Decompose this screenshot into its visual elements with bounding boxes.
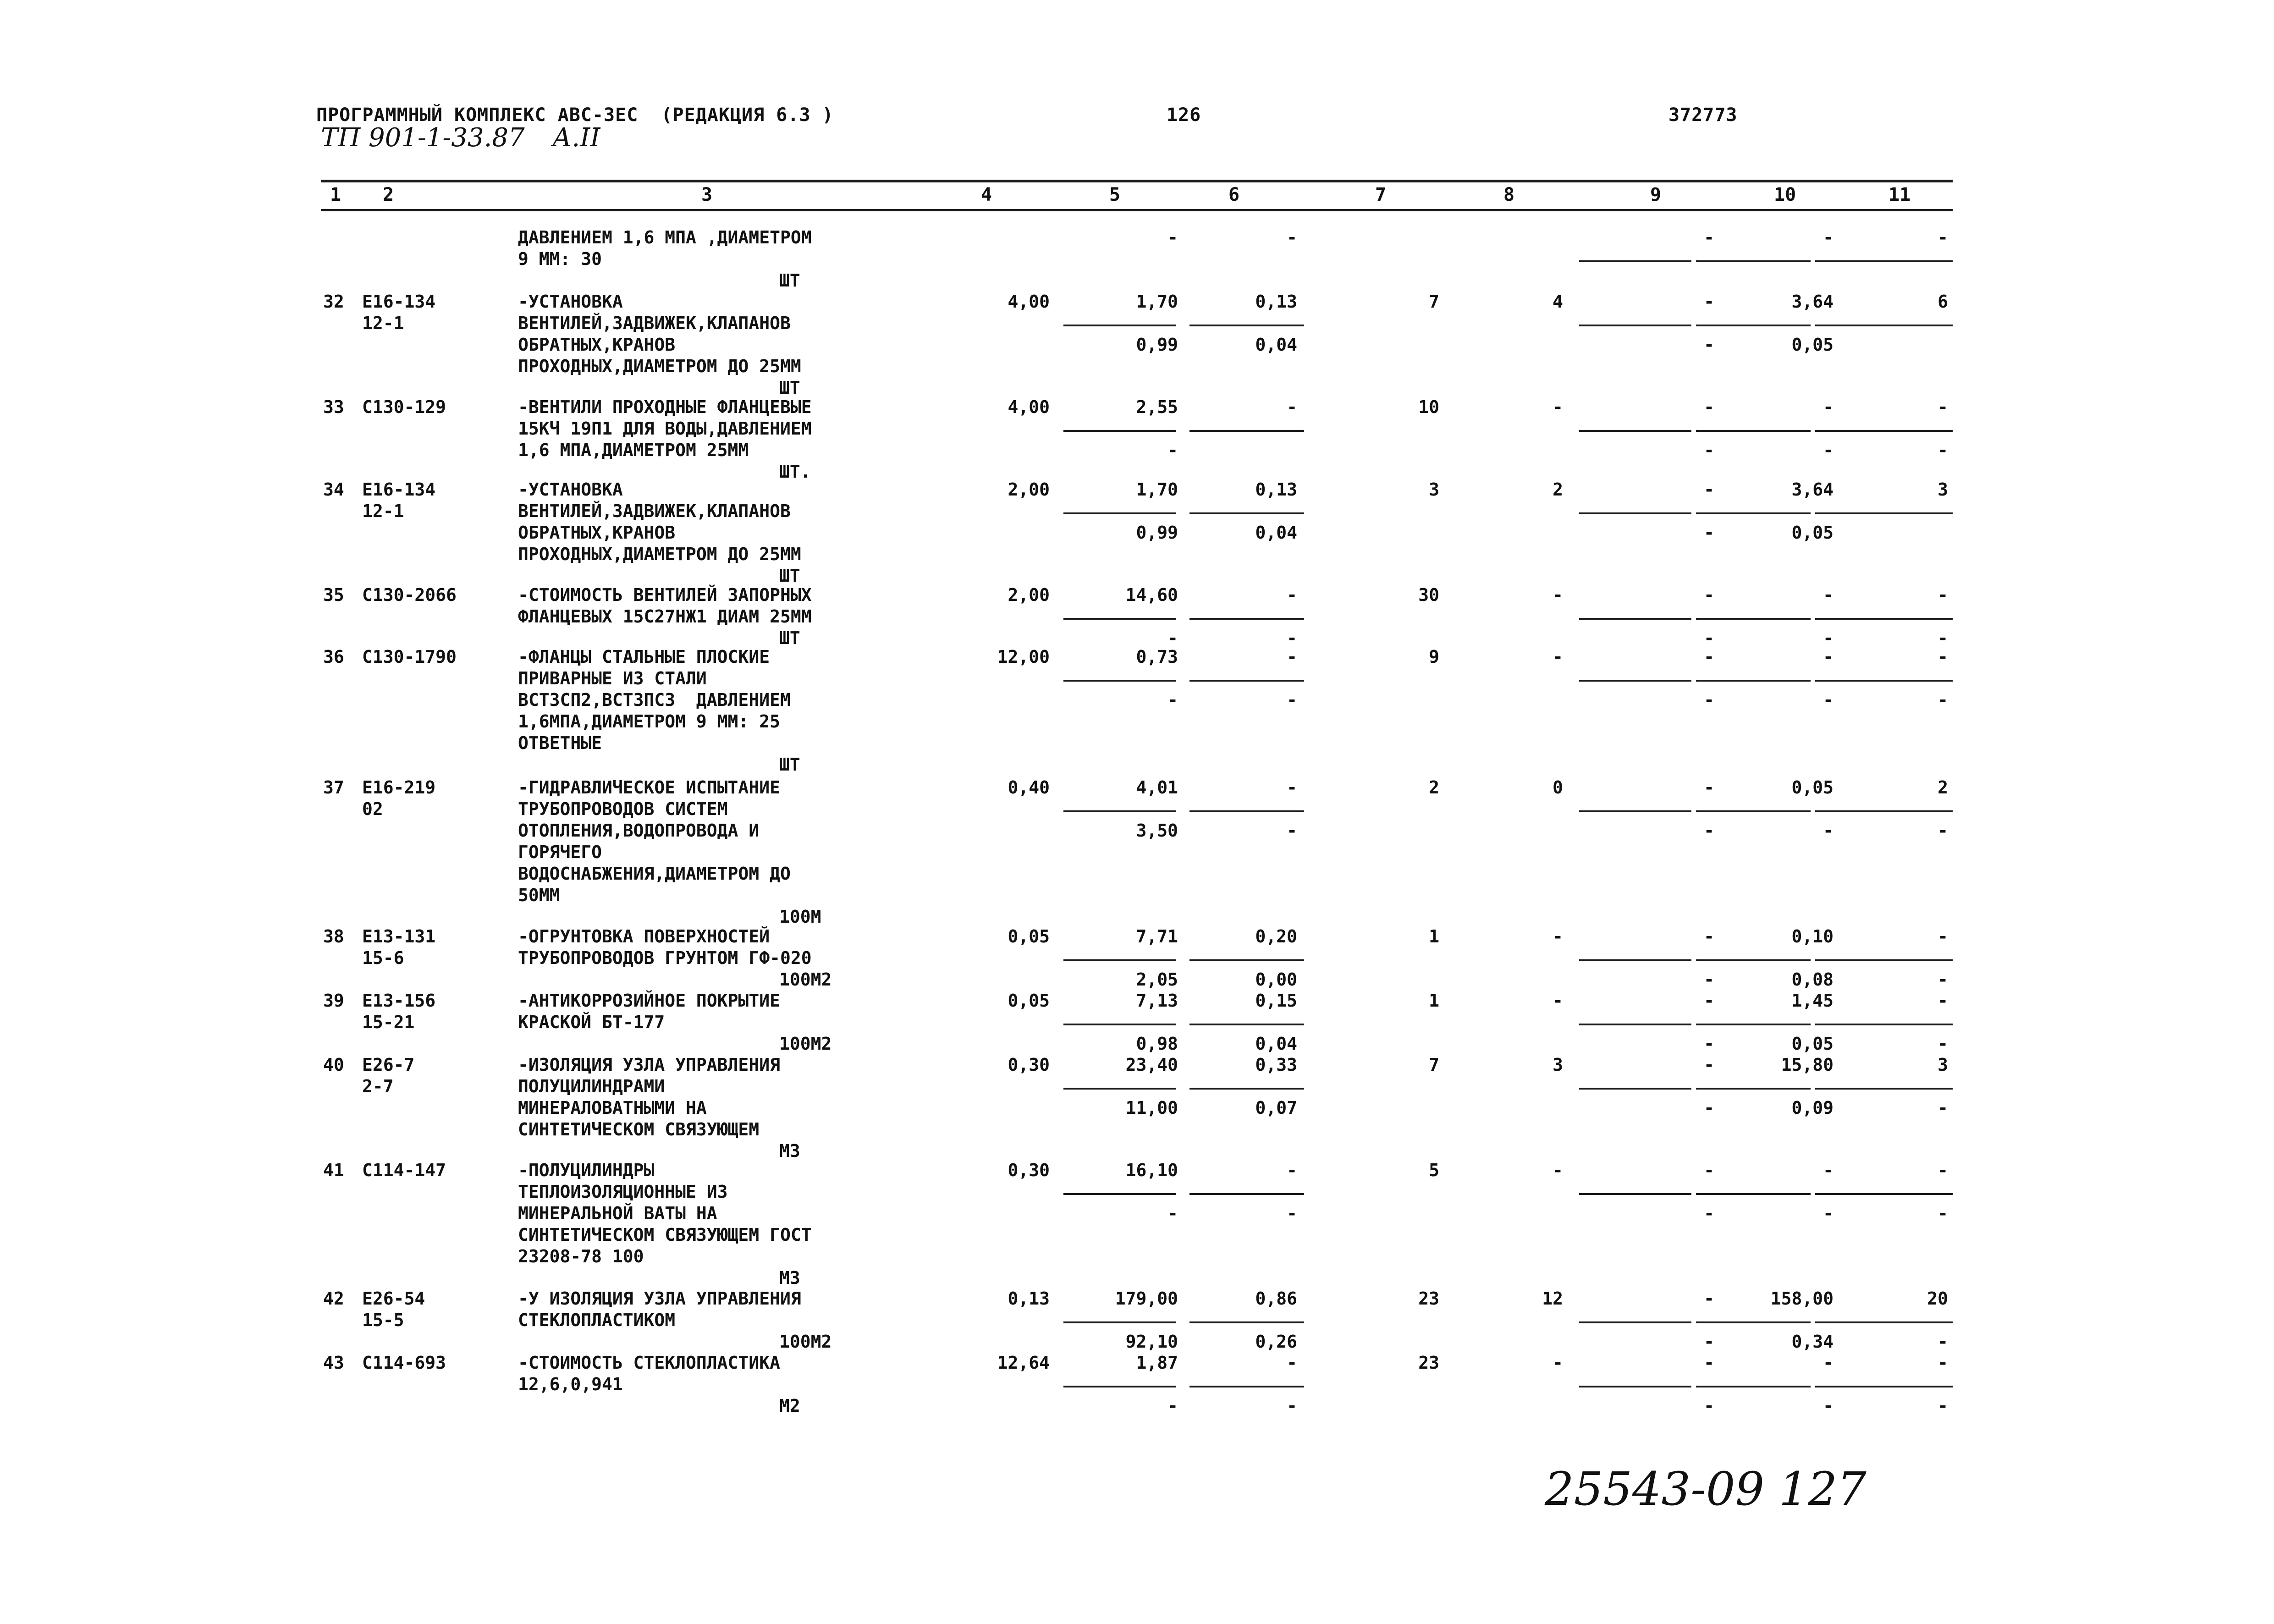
- row-number: 35: [323, 585, 344, 605]
- row-description: -У ИЗОЛЯЦИЯ УЗЛА УПРАВЛЕНИЯ СТЕКЛОПЛАСТИКОМ: [518, 1288, 801, 1330]
- cell-divider: [1063, 512, 1176, 514]
- cell-col8: 12: [1542, 1288, 1563, 1309]
- cell-col7: 3: [1429, 479, 1439, 500]
- cell-divider: [1063, 430, 1176, 432]
- cell-divider: [1696, 430, 1811, 432]
- cell-divider: [1579, 1386, 1691, 1387]
- cell-col6-total: -: [1287, 777, 1297, 798]
- cell-divider: [1189, 810, 1304, 812]
- row-unit: 100М2: [779, 969, 832, 990]
- cell-col5-wage: 2,05: [1136, 969, 1178, 990]
- cell-col10-wage: -: [1823, 1203, 1834, 1223]
- row-number: 38: [323, 926, 344, 947]
- row-code: Е13-131 15-6: [362, 926, 436, 968]
- cell-col10-wage: 0,08: [1791, 969, 1834, 990]
- cell-col9-total: -: [1704, 1160, 1714, 1180]
- row-quantity: 4,00: [1008, 292, 1050, 312]
- cell-col11-total: 3: [1938, 1055, 1948, 1075]
- cell-divider: [1189, 680, 1304, 682]
- cell-divider: [1579, 512, 1691, 514]
- cell-divider: [1696, 260, 1811, 262]
- cell-col10-total: 3,64: [1791, 292, 1834, 312]
- cell-col10-wage: 0,05: [1791, 1034, 1834, 1054]
- handwritten-album: А.II: [552, 123, 600, 153]
- cell-divider: [1579, 325, 1691, 326]
- row-code: Е16-134 12-1: [362, 292, 436, 333]
- cell-divider: [1696, 1193, 1811, 1195]
- cell-divider: [1696, 1321, 1811, 1323]
- cell-col9-total: -: [1704, 647, 1714, 667]
- cell-divider: [1579, 1321, 1691, 1323]
- cell-divider: [1815, 430, 1953, 432]
- cell-col6-wage: -: [1287, 628, 1297, 648]
- cell-col5-total: 23,40: [1125, 1055, 1178, 1075]
- cell-col11-total: -: [1938, 647, 1948, 667]
- cell-divider: [1189, 959, 1304, 961]
- column-header: 3: [701, 184, 713, 205]
- cell-divider: [1579, 618, 1691, 620]
- cell-col11-wage: -: [1938, 1203, 1948, 1223]
- cell-col11-wage: -: [1938, 690, 1948, 710]
- cell-col5-total: 1,87: [1136, 1353, 1178, 1373]
- cell-col7: 7: [1429, 292, 1439, 312]
- cell-col6-total: 0,13: [1255, 292, 1297, 312]
- cell-col11-wage: -: [1938, 820, 1948, 841]
- row-number: 42: [323, 1288, 344, 1309]
- column-header: 11: [1889, 184, 1911, 205]
- cell-col5-wage: 3,50: [1136, 820, 1178, 841]
- cell-col11-wage: -: [1938, 1396, 1948, 1416]
- cell-divider: [1815, 810, 1953, 812]
- cell-divider: [1189, 512, 1304, 514]
- cell-col6-wage: 0,04: [1255, 523, 1297, 543]
- cell-divider: [1189, 1088, 1304, 1090]
- cell-col8: 3: [1553, 1055, 1563, 1075]
- row-code: Е26-7 2-7: [362, 1055, 415, 1096]
- cell-divider: [1063, 1386, 1176, 1387]
- cell-col8: -: [1553, 926, 1563, 947]
- cell-col9-total: -: [1704, 991, 1714, 1011]
- cell-col9-total: -: [1704, 585, 1714, 605]
- cell-divider: [1696, 325, 1811, 326]
- cell-col6-total: 0,13: [1255, 479, 1297, 500]
- cell-col11-total: -: [1938, 1353, 1948, 1373]
- cell-col9-total: -: [1704, 227, 1714, 248]
- cell-col11-wage: -: [1938, 1034, 1948, 1054]
- cell-col5-wage: -: [1167, 440, 1178, 460]
- cell-col6-total: 0,20: [1255, 926, 1297, 947]
- row-unit: ШТ: [779, 378, 800, 398]
- cell-divider: [1579, 959, 1691, 961]
- cell-col11-total: 6: [1938, 292, 1948, 312]
- cell-col6-total: 0,15: [1255, 991, 1297, 1011]
- cell-col9-total: -: [1704, 479, 1714, 500]
- cell-col10-total: 158,00: [1770, 1288, 1834, 1309]
- table-header-rule: [321, 209, 1953, 211]
- cell-col9-wage: -: [1704, 1034, 1714, 1054]
- cell-divider: [1189, 1193, 1304, 1195]
- row-unit: М3: [779, 1141, 800, 1161]
- row-code: Е13-156 15-21: [362, 991, 436, 1032]
- cell-col8: 4: [1553, 292, 1563, 312]
- cell-col6-wage: -: [1287, 690, 1297, 710]
- program-title: ПРОГРАММНЫЙ КОМПЛЕКС АВС-ЗЕС (РЕДАКЦИЯ 6.3 ): [316, 105, 834, 126]
- cell-col7: 10: [1418, 397, 1439, 417]
- row-unit: ШТ: [779, 754, 800, 775]
- cell-col5-total: -: [1167, 227, 1178, 248]
- cell-divider: [1696, 1386, 1811, 1387]
- cell-col9-wage: -: [1704, 440, 1714, 460]
- cell-col5-total: 16,10: [1125, 1160, 1178, 1180]
- cell-col8: -: [1553, 991, 1563, 1011]
- cell-col5-total: 2,55: [1136, 397, 1178, 417]
- cell-divider: [1696, 810, 1811, 812]
- cell-col9-wage: -: [1704, 690, 1714, 710]
- row-number: 40: [323, 1055, 344, 1075]
- column-header: 9: [1650, 184, 1662, 205]
- cell-divider: [1815, 680, 1953, 682]
- cell-col6-total: -: [1287, 227, 1297, 248]
- row-description: -ГИДРАВЛИЧЕСКОЕ ИСПЫТАНИЕ ТРУБОПРОВОДОВ СИСТЕМ ОТОПЛЕНИЯ,ВОДОПРОВОДА И ГОРЯЧЕГО ВОДОСНАБЖЕНИЯ,ДИАМЕТРОМ ДО 50ММ: [518, 777, 791, 905]
- cell-col5-wage: 0,99: [1136, 523, 1178, 543]
- cell-col6-wage: 0,04: [1255, 335, 1297, 355]
- cell-col7: 5: [1429, 1160, 1439, 1180]
- cell-col10-total: 1,45: [1791, 991, 1834, 1011]
- row-description: -УСТАНОВКА ВЕНТИЛЕЙ,ЗАДВИЖЕК,КЛАПАНОВ ОБРАТНЫХ,КРАНОВ ПРОХОДНЫХ,ДИАМЕТРОМ ДО 25ММ: [518, 479, 801, 564]
- cell-col10-wage: 0,05: [1791, 523, 1834, 543]
- cell-col9-wage: -: [1704, 1203, 1714, 1223]
- cell-col10-total: -: [1823, 585, 1834, 605]
- cell-col11-total: -: [1938, 397, 1948, 417]
- cell-divider: [1815, 618, 1953, 620]
- cell-col11-wage: -: [1938, 969, 1948, 990]
- cell-col7: 1: [1429, 991, 1439, 1011]
- cell-col11-total: -: [1938, 227, 1948, 248]
- cell-col10-total: -: [1823, 1160, 1834, 1180]
- cell-col9-wage: -: [1704, 1098, 1714, 1118]
- cell-divider: [1815, 1321, 1953, 1323]
- cell-col9-wage: -: [1704, 969, 1714, 990]
- cell-col6-total: -: [1287, 647, 1297, 667]
- cell-col7: 2: [1429, 777, 1439, 798]
- cell-col8: 0: [1553, 777, 1563, 798]
- cell-col9-total: -: [1704, 397, 1714, 417]
- row-quantity: 12,00: [997, 647, 1050, 667]
- row-quantity: 4,00: [1008, 397, 1050, 417]
- cell-col9-total: -: [1704, 1055, 1714, 1075]
- cell-col9-total: -: [1704, 292, 1714, 312]
- column-header: 7: [1375, 184, 1387, 205]
- cell-divider: [1579, 1088, 1691, 1090]
- cell-col5-wage: 92,10: [1125, 1332, 1178, 1352]
- row-description: ДАВЛЕНИЕМ 1,6 МПА ,ДИАМЕТРОМ 9 ММ: 30: [518, 227, 812, 269]
- row-code: С130-1790: [362, 647, 457, 667]
- cell-col10-wage: 0,05: [1791, 335, 1834, 355]
- row-number: 37: [323, 777, 344, 798]
- table-top-rule: [321, 180, 1953, 182]
- cell-divider: [1189, 618, 1304, 620]
- row-unit: ШТ.: [779, 462, 811, 482]
- cell-divider: [1063, 1193, 1176, 1195]
- cell-col10-wage: -: [1823, 820, 1834, 841]
- cell-col11-total: -: [1938, 585, 1948, 605]
- row-quantity: 2,00: [1008, 479, 1050, 500]
- row-quantity: 0,05: [1008, 991, 1050, 1011]
- row-description: -ВЕНТИЛИ ПРОХОДНЫЕ ФЛАНЦЕВЫЕ 15КЧ 19П1 ДЛЯ ВОДЫ,ДАВЛЕНИЕМ 1,6 МПА,ДИАМЕТРОМ 25ММ: [518, 397, 812, 460]
- cell-col6-wage: 0,04: [1255, 1034, 1297, 1054]
- cell-divider: [1696, 1088, 1811, 1090]
- cell-divider: [1815, 1193, 1953, 1195]
- cell-col8: -: [1553, 397, 1563, 417]
- row-code: Е26-54 15-5: [362, 1288, 425, 1330]
- cell-col9-wage: -: [1704, 1332, 1714, 1352]
- row-quantity: 0,30: [1008, 1160, 1050, 1180]
- cell-col5-total: 0,73: [1136, 647, 1178, 667]
- cell-col6-total: -: [1287, 585, 1297, 605]
- row-code: С130-2066: [362, 585, 457, 605]
- cell-col6-wage: -: [1287, 820, 1297, 841]
- row-unit: ШТ: [779, 566, 800, 586]
- row-code: Е16-219 02: [362, 777, 436, 819]
- cell-col6-wage: 0,26: [1255, 1332, 1297, 1352]
- cell-col5-wage: -: [1167, 1203, 1178, 1223]
- cell-divider: [1579, 1193, 1691, 1195]
- cell-divider: [1815, 512, 1953, 514]
- cell-col7: 30: [1418, 585, 1439, 605]
- cell-col5-total: 179,00: [1115, 1288, 1178, 1309]
- row-quantity: 12,64: [997, 1353, 1050, 1373]
- row-description: -СТОИМОСТЬ СТЕКЛОПЛАСТИКА 12,6,0,941: [518, 1353, 780, 1394]
- column-header: 6: [1228, 184, 1240, 205]
- cell-col6-total: 0,86: [1255, 1288, 1297, 1309]
- cell-col10-wage: -: [1823, 440, 1834, 460]
- cell-col9-wage: -: [1704, 628, 1714, 648]
- cell-col10-total: -: [1823, 1353, 1834, 1373]
- cell-col11-wage: -: [1938, 1332, 1948, 1352]
- cell-col9-total: -: [1704, 777, 1714, 798]
- cell-col9-total: -: [1704, 926, 1714, 947]
- cell-col8: 2: [1553, 479, 1563, 500]
- cell-col10-total: 0,10: [1791, 926, 1834, 947]
- cell-divider: [1815, 325, 1953, 326]
- cell-divider: [1189, 325, 1304, 326]
- row-code: С114-147: [362, 1160, 446, 1180]
- cell-col10-wage: -: [1823, 690, 1834, 710]
- cell-col10-wage: -: [1823, 1396, 1834, 1416]
- column-header: 8: [1503, 184, 1515, 205]
- cell-divider: [1063, 1024, 1176, 1025]
- cell-col11-total: 2: [1938, 777, 1948, 798]
- cell-col8: -: [1553, 1353, 1563, 1373]
- cell-col10-wage: 0,09: [1791, 1098, 1834, 1118]
- cell-col10-total: -: [1823, 647, 1834, 667]
- cell-col8: -: [1553, 1160, 1563, 1180]
- cell-col5-wage: -: [1167, 690, 1178, 710]
- cell-divider: [1063, 1088, 1176, 1090]
- row-code: С130-129: [362, 397, 446, 417]
- cell-col11-total: -: [1938, 991, 1948, 1011]
- cell-col6-total: -: [1287, 397, 1297, 417]
- cell-divider: [1063, 618, 1176, 620]
- cell-col5-total: 1,70: [1136, 292, 1178, 312]
- cell-col7: 7: [1429, 1055, 1439, 1075]
- cell-divider: [1063, 959, 1176, 961]
- row-number: 41: [323, 1160, 344, 1180]
- row-unit: 100М: [779, 907, 821, 927]
- row-unit: М3: [779, 1268, 800, 1288]
- cell-col6-total: -: [1287, 1160, 1297, 1180]
- row-quantity: 0,40: [1008, 777, 1050, 798]
- cell-col5-total: 7,71: [1136, 926, 1178, 947]
- cell-col10-wage: 0,34: [1791, 1332, 1834, 1352]
- row-description: -ОГРУНТОВКА ПОВЕРХНОСТЕЙ ТРУБОПРОВОДОВ ГРУНТОМ ГФ-020: [518, 926, 812, 968]
- cell-col6-total: 0,33: [1255, 1055, 1297, 1075]
- cell-col5-total: 1,70: [1136, 479, 1178, 500]
- row-code: С114-693: [362, 1353, 446, 1373]
- row-unit: ШТ: [779, 270, 800, 291]
- cell-divider: [1579, 430, 1691, 432]
- row-number: 39: [323, 991, 344, 1011]
- column-header: 2: [383, 184, 394, 205]
- cell-divider: [1815, 959, 1953, 961]
- cell-col10-total: 15,80: [1781, 1055, 1834, 1075]
- cell-col8: -: [1553, 647, 1563, 667]
- cell-divider: [1579, 260, 1691, 262]
- row-code: Е16-134 12-1: [362, 479, 436, 521]
- cell-divider: [1579, 1024, 1691, 1025]
- cell-col5-wage: 11,00: [1125, 1098, 1178, 1118]
- cell-col9-total: -: [1704, 1288, 1714, 1309]
- cell-col11-total: 3: [1938, 479, 1948, 500]
- row-unit: 100М2: [779, 1332, 832, 1352]
- cell-col6-wage: -: [1287, 1396, 1297, 1416]
- row-unit: 100М2: [779, 1034, 832, 1054]
- row-quantity: 0,13: [1008, 1288, 1050, 1309]
- row-description: -СТОИМОСТЬ ВЕНТИЛЕЙ ЗАПОРНЫХ ФЛАНЦЕВЫХ 15С27НЖ1 ДИАМ 25ММ: [518, 585, 812, 627]
- cell-col7: 23: [1418, 1353, 1439, 1373]
- cell-divider: [1696, 1024, 1811, 1025]
- row-quantity: 2,00: [1008, 585, 1050, 605]
- cell-divider: [1579, 680, 1691, 682]
- cell-divider: [1579, 810, 1691, 812]
- cell-divider: [1815, 260, 1953, 262]
- cell-col6-wage: 0,00: [1255, 969, 1297, 990]
- document-number: 372773: [1668, 105, 1738, 126]
- cell-col10-total: -: [1823, 397, 1834, 417]
- cell-col10-total: 3,64: [1791, 479, 1834, 500]
- handwritten-archive-number: 25543-09 127: [1545, 1462, 1867, 1516]
- row-number: 34: [323, 479, 344, 500]
- column-header: 5: [1109, 184, 1121, 205]
- page-number: 126: [1167, 105, 1201, 126]
- handwritten-project-code: ТП 901-1-33.87: [321, 123, 525, 153]
- row-description: -УСТАНОВКА ВЕНТИЛЕЙ,ЗАДВИЖЕК,КЛАПАНОВ ОБРАТНЫХ,КРАНОВ ПРОХОДНЫХ,ДИАМЕТРОМ ДО 25ММ: [518, 292, 801, 376]
- column-header: 1: [330, 184, 341, 205]
- cell-divider: [1815, 1386, 1953, 1387]
- cell-divider: [1063, 680, 1176, 682]
- cell-divider: [1189, 430, 1304, 432]
- cell-col6-wage: -: [1287, 1203, 1297, 1223]
- row-description: -ПОЛУЦИЛИНДРЫ ТЕПЛОИЗОЛЯЦИОННЫЕ ИЗ МИНЕРАЛЬНОЙ ВАТЫ НА СИНТЕТИЧЕСКОМ СВЯЗУЮЩЕМ ГОСТ 23208-78 100: [518, 1160, 812, 1266]
- row-number: 33: [323, 397, 344, 417]
- column-header: 4: [981, 184, 992, 205]
- cell-col5-total: 4,01: [1136, 777, 1178, 798]
- cell-col7: 9: [1429, 647, 1439, 667]
- cell-divider: [1815, 1024, 1953, 1025]
- cell-col11-total: 20: [1927, 1288, 1948, 1309]
- cell-col11-wage: -: [1938, 440, 1948, 460]
- column-header: 10: [1774, 184, 1796, 205]
- cell-col9-wage: -: [1704, 523, 1714, 543]
- cell-divider: [1696, 680, 1811, 682]
- cell-col9-wage: -: [1704, 1396, 1714, 1416]
- row-number: 43: [323, 1353, 344, 1373]
- row-quantity: 0,05: [1008, 926, 1050, 947]
- cell-col5-wage: 0,99: [1136, 335, 1178, 355]
- cell-divider: [1063, 1321, 1176, 1323]
- row-quantity: 0,30: [1008, 1055, 1050, 1075]
- cell-divider: [1696, 618, 1811, 620]
- cell-divider: [1189, 1024, 1304, 1025]
- cell-divider: [1063, 810, 1176, 812]
- cell-col5-wage: -: [1167, 1396, 1178, 1416]
- cell-col5-wage: 0,98: [1136, 1034, 1178, 1054]
- cell-col9-total: -: [1704, 1353, 1714, 1373]
- row-unit: ШТ: [779, 628, 800, 648]
- cell-col11-wage: -: [1938, 628, 1948, 648]
- cell-divider: [1815, 1088, 1953, 1090]
- row-description: -ФЛАНЦЫ СТАЛЬНЫЕ ПЛОСКИЕ ПРИВАРНЫЕ ИЗ СТАЛИ ВСТ3СП2,ВСТ3ПС3 ДАВЛЕНИЕМ 1,6МПА,ДИАМЕТРОМ 9 ММ: 25 ОТВЕТНЫЕ: [518, 647, 791, 753]
- cell-col8: -: [1553, 585, 1563, 605]
- cell-col9-wage: -: [1704, 820, 1714, 841]
- row-number: 32: [323, 292, 344, 312]
- cell-divider: [1189, 1321, 1304, 1323]
- cell-col10-wage: -: [1823, 628, 1834, 648]
- cell-col5-total: 7,13: [1136, 991, 1178, 1011]
- cell-col9-wage: -: [1704, 335, 1714, 355]
- cell-divider: [1189, 1386, 1304, 1387]
- cell-divider: [1696, 959, 1811, 961]
- cell-col6-wage: 0,07: [1255, 1098, 1297, 1118]
- cell-col5-total: 14,60: [1125, 585, 1178, 605]
- cell-col10-total: 0,05: [1791, 777, 1834, 798]
- cell-col11-total: -: [1938, 926, 1948, 947]
- cell-col7: 1: [1429, 926, 1439, 947]
- cell-col5-wage: -: [1167, 628, 1178, 648]
- row-description: -ИЗОЛЯЦИЯ УЗЛА УПРАВЛЕНИЯ ПОЛУЦИЛИНДРАМИ МИНЕРАЛОВАТНЫМИ НА СИНТЕТИЧЕСКОМ СВЯЗУЮЩЕМ: [518, 1055, 780, 1140]
- cell-col7: 23: [1418, 1288, 1439, 1309]
- row-number: 36: [323, 647, 344, 667]
- row-description: -АНТИКОРРОЗИЙНОЕ ПОКРЫТИЕ КРАСКОЙ БТ-177: [518, 991, 780, 1032]
- cell-col11-wage: -: [1938, 1098, 1948, 1118]
- row-unit: М2: [779, 1396, 800, 1416]
- cell-col11-total: -: [1938, 1160, 1948, 1180]
- cell-col6-total: -: [1287, 1353, 1297, 1373]
- cell-col10-total: -: [1823, 227, 1834, 248]
- cell-divider: [1696, 512, 1811, 514]
- cell-divider: [1063, 325, 1176, 326]
